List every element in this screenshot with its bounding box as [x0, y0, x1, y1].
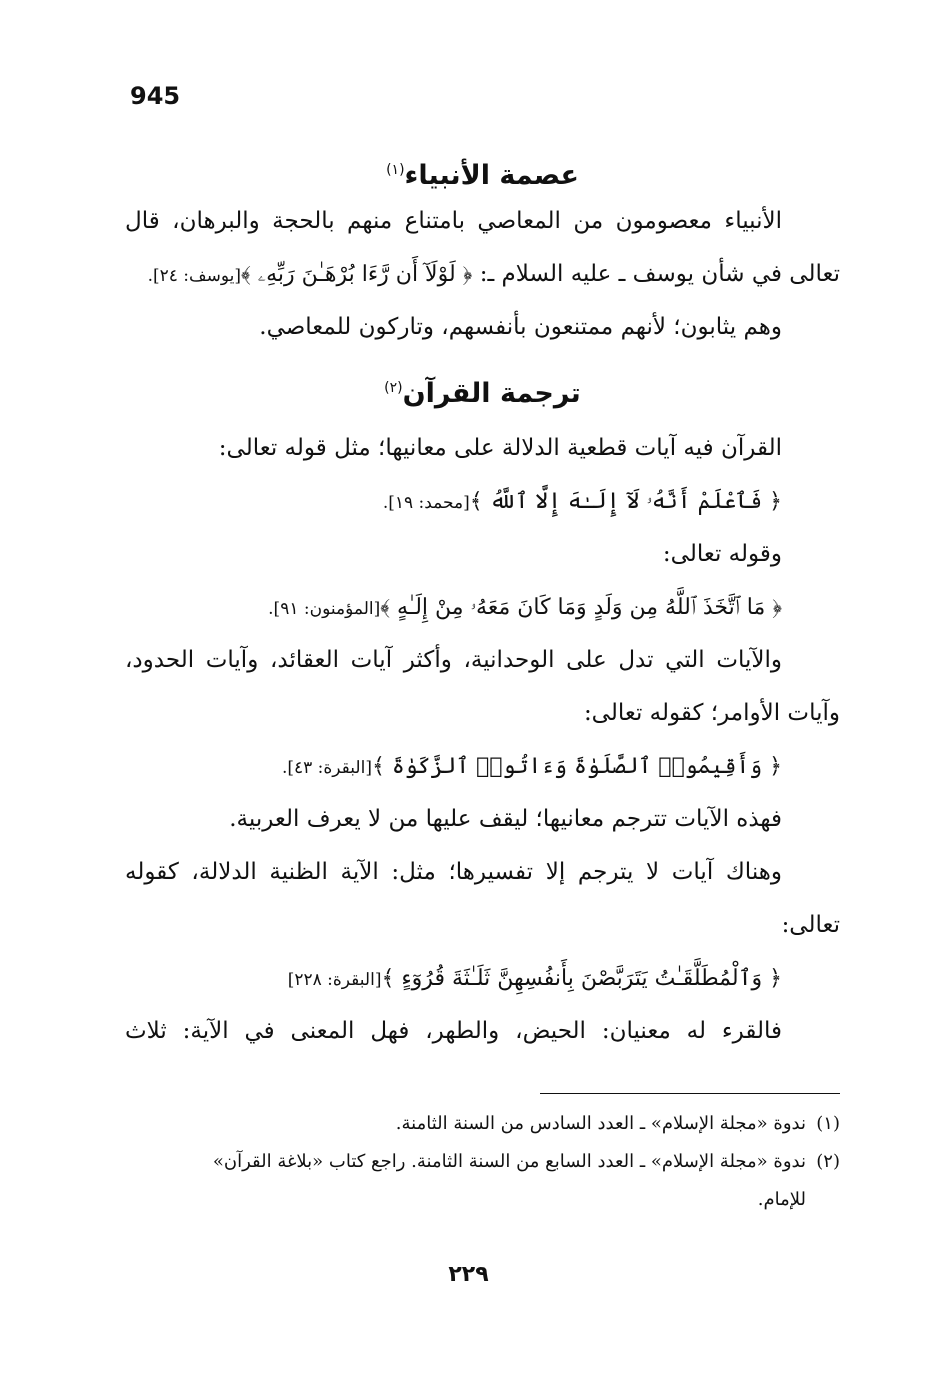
quran-verse: ﴿ لَوْلَآ أَن رَّءَا بُرْهَـٰنَ رَبِّهِۦ ﴾ [241, 262, 473, 287]
paragraph-line: وقوله تعالى: [662, 541, 782, 567]
paragraph-line: وهم يثابون؛ لأنهم ممتنعون بأنفسهم، وتاركون للمعاصي. [259, 314, 782, 340]
verse-line [125, 952, 840, 1005]
paragraph-line [125, 248, 840, 301]
footnote-continuation: للإمام. [757, 1189, 806, 1210]
paragraph-line: تعالى: [781, 912, 840, 938]
footnote-text: ندوة «مجلة الإسلام» ـ العدد السابع من السنة الثامنة. راجع كتاب «بلاغة القرآن» [212, 1151, 806, 1172]
verse-reference: [البقرة: ٢٢٨] [287, 970, 382, 990]
verse-reference: [محمد: ١٩]. [382, 493, 470, 513]
paragraph-line: فهذه الآيات تترجم معانيها؛ ليقف عليها من لا يعرف العربية. [229, 806, 782, 832]
section-title-text: ترجمة القرآن [402, 378, 581, 409]
paragraph-line: وآيات الأوامر؛ كقوله تعالى: [583, 700, 840, 726]
section-title-prophets-infallibility [125, 150, 840, 195]
main-text [125, 140, 840, 1058]
section-title-text: عصمة الأنبياء [404, 160, 579, 191]
paragraph-line: فالقرء له معنيان: الحيض، والطهر، فهل المعنى في الآية: ثلاث [125, 1018, 782, 1044]
footnote-text: ندوة «مجلة الإسلام» ـ العدد السادس من السنة الثامنة. [395, 1113, 806, 1134]
verse-line [125, 475, 840, 528]
top-page-number: 945 [130, 82, 181, 110]
section-title-quran-translation [125, 368, 840, 422]
verse-line [125, 581, 840, 634]
footnote-item [125, 1143, 840, 1181]
footnotes [125, 1105, 840, 1219]
quran-verse: ﴿ فَٱعْلَمْ أَنَّهُۥ لَآ إِلَـٰهَ إِلَّا ٱللَّهُ ﴾ [469, 489, 782, 514]
paragraph-line: القرآن فيه آيات قطعية الدلالة على معانيها؛ مثل قوله تعالى: [218, 435, 782, 461]
footnote-number: (١) [816, 1113, 840, 1134]
bottom-page-number: ٢٢٩ [448, 1262, 489, 1287]
footnote-divider [540, 1093, 840, 1094]
footnote-number: (٢) [816, 1151, 840, 1172]
footnote-marker: (٢) [384, 380, 403, 396]
paragraph-line: الأنبياء معصومون من المعاصي بامتناع منهم بالحجة والبرهان، قال [125, 208, 782, 234]
verse-reference: [البقرة: ٤٣]. [281, 758, 372, 778]
verse-reference: [المؤمنون: ٩١]. [268, 599, 381, 619]
quran-verse: ﴿ وَأَقِيمُوا۟ ٱلصَّلَوٰةَ وَءَاتُوا۟ ٱلزَّكَوٰةَ ﴾ [371, 754, 782, 779]
paragraph-line: وهناك آيات لا يترجم إلا تفسيرها؛ مثل: الآية الظنية الدلالة، كقوله [125, 859, 782, 885]
footnote-marker: (١) [386, 162, 405, 178]
footnote-item [125, 1105, 840, 1143]
paragraph-line: والآيات التي تدل على الوحدانية، وأكثر آيات العقائد، وآيات الحدود، [125, 647, 782, 673]
quran-verse: ﴿ مَا ٱتَّخَذَ ٱللَّهُ مِن وَلَدٍ وَمَا كَانَ مَعَهُۥ مِنْ إِلَـٰهٍ ﴾ [380, 595, 782, 620]
quran-verse: ﴿ وَٱلْمُطَلَّقَـٰتُ يَتَرَبَّصْنَ بِأَنفُسِهِنَّ ثَلَـٰثَةَ قُرُوٓءٍ ﴾ [381, 966, 782, 991]
verse-reference: [يوسف: ٢٤]. [147, 266, 242, 286]
paragraph-text: تعالى في شأن يوسف ـ عليه السلام ـ: [479, 261, 840, 287]
verse-line [125, 740, 840, 793]
